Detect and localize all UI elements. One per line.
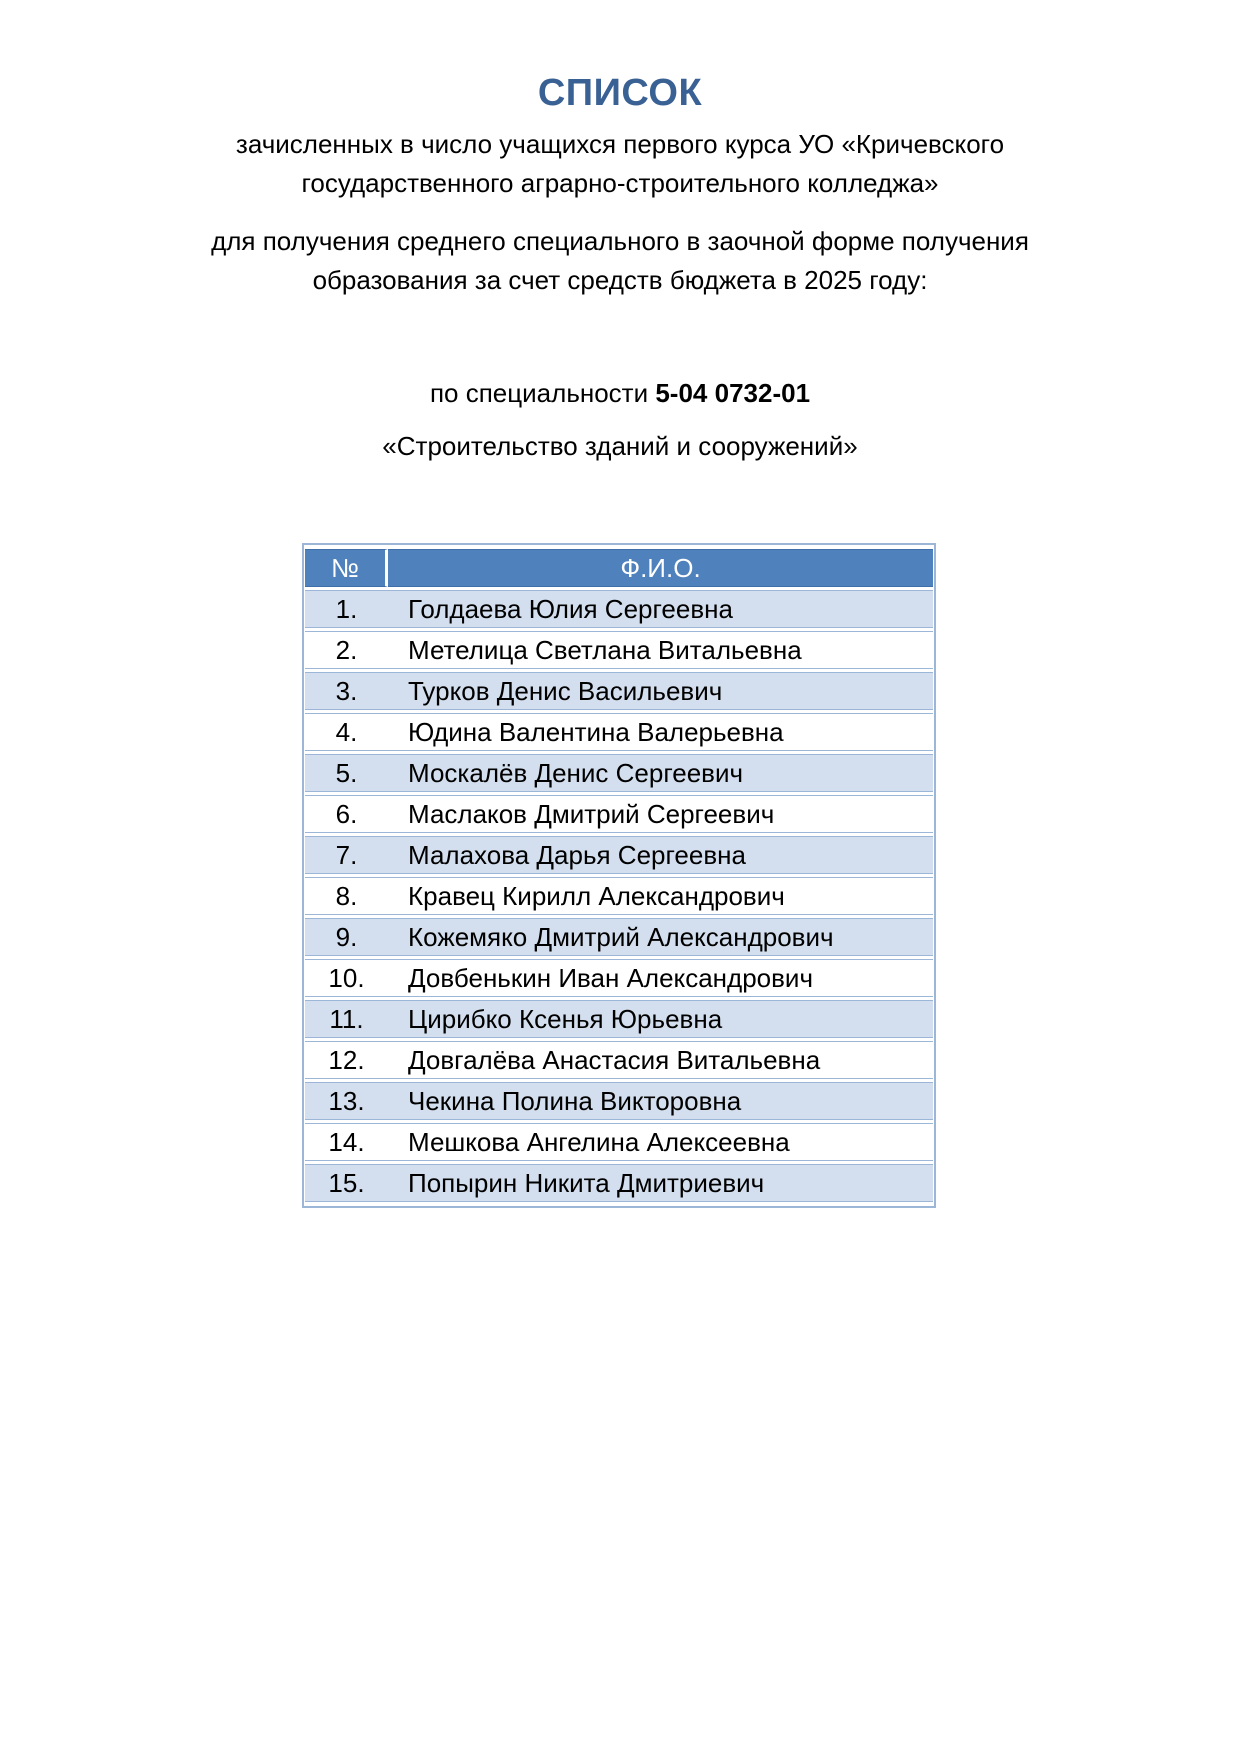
student-name: Кожемяко Дмитрий Александрович — [388, 918, 933, 956]
table-row — [305, 795, 933, 833]
specialty-code: 5-04 0732-01 — [655, 378, 811, 408]
purpose-text — [0, 222, 1240, 300]
row-number: 1. — [305, 590, 388, 628]
purpose-line-2: образования за счет средств бюджета в 2025 году: — [312, 265, 928, 295]
table-row — [305, 1164, 933, 1202]
table-row — [305, 672, 933, 710]
student-name: Малахова Дарья Сергеевна — [388, 836, 933, 874]
student-name: Кравец Кирилл Александрович — [388, 877, 933, 915]
student-name: Голдаева Юлия Сергеевна — [388, 590, 933, 628]
table-row — [305, 1123, 933, 1161]
subtitle-line-1: зачисленных в число учащихся первого курса УО «Кричевского — [235, 129, 1005, 159]
purpose-line-1: для получения среднего специального в заочной форме получения — [211, 226, 1029, 256]
table-row — [305, 590, 933, 628]
student-name: Попырин Никита Дмитриевич — [388, 1164, 933, 1202]
student-name: Мешкова Ангелина Алексеевна — [388, 1123, 933, 1161]
student-name: Турков Денис Васильевич — [388, 672, 933, 710]
student-name: Довгалёва Анастасия Витальевна — [388, 1041, 933, 1079]
students-table — [305, 546, 933, 1205]
student-name: Метелица Светлана Витальевна — [388, 631, 933, 669]
row-number: 11. — [305, 1000, 388, 1038]
row-number: 2. — [305, 631, 388, 669]
table-row — [305, 631, 933, 669]
header-number: № — [305, 549, 388, 587]
row-number: 3. — [305, 672, 388, 710]
student-name: Чекина Полина Викторовна — [388, 1082, 933, 1120]
row-number: 10. — [305, 959, 388, 997]
row-number: 9. — [305, 918, 388, 956]
table-row — [305, 918, 933, 956]
student-name: Москалёв Денис Сергеевич — [388, 754, 933, 792]
student-name: Маслаков Дмитрий Сергеевич — [388, 795, 933, 833]
row-number: 7. — [305, 836, 388, 874]
header-name: Ф.И.О. — [388, 549, 933, 587]
table-header-row — [305, 549, 933, 587]
table-row — [305, 1082, 933, 1120]
row-number: 15. — [305, 1164, 388, 1202]
row-number: 14. — [305, 1123, 388, 1161]
table-row — [305, 754, 933, 792]
students-table-frame — [302, 543, 936, 1208]
table-row — [305, 877, 933, 915]
row-number: 6. — [305, 795, 388, 833]
table-body — [305, 590, 933, 1202]
specialty-name: «Строительство зданий и сооружений» — [382, 431, 858, 461]
specialty-prefix: по специальности — [429, 378, 656, 408]
row-number: 5. — [305, 754, 388, 792]
row-number: 12. — [305, 1041, 388, 1079]
row-number: 13. — [305, 1082, 388, 1120]
row-number: 4. — [305, 713, 388, 751]
student-name: Довбенькин Иван Александрович — [388, 959, 933, 997]
table-row — [305, 1041, 933, 1079]
table-row — [305, 836, 933, 874]
subtitle-line-2: государственного аграрно-строительного колледжа» — [301, 168, 939, 198]
student-name: Юдина Валентина Валерьевна — [388, 713, 933, 751]
student-name: Цирибко Ксенья Юрьевна — [388, 1000, 933, 1038]
row-number: 8. — [305, 877, 388, 915]
table-row — [305, 959, 933, 997]
specialty-line — [0, 374, 1240, 413]
table-row — [305, 1000, 933, 1038]
subtitle — [0, 125, 1240, 203]
page-title: СПИСОК — [537, 72, 703, 114]
table-row — [305, 713, 933, 751]
